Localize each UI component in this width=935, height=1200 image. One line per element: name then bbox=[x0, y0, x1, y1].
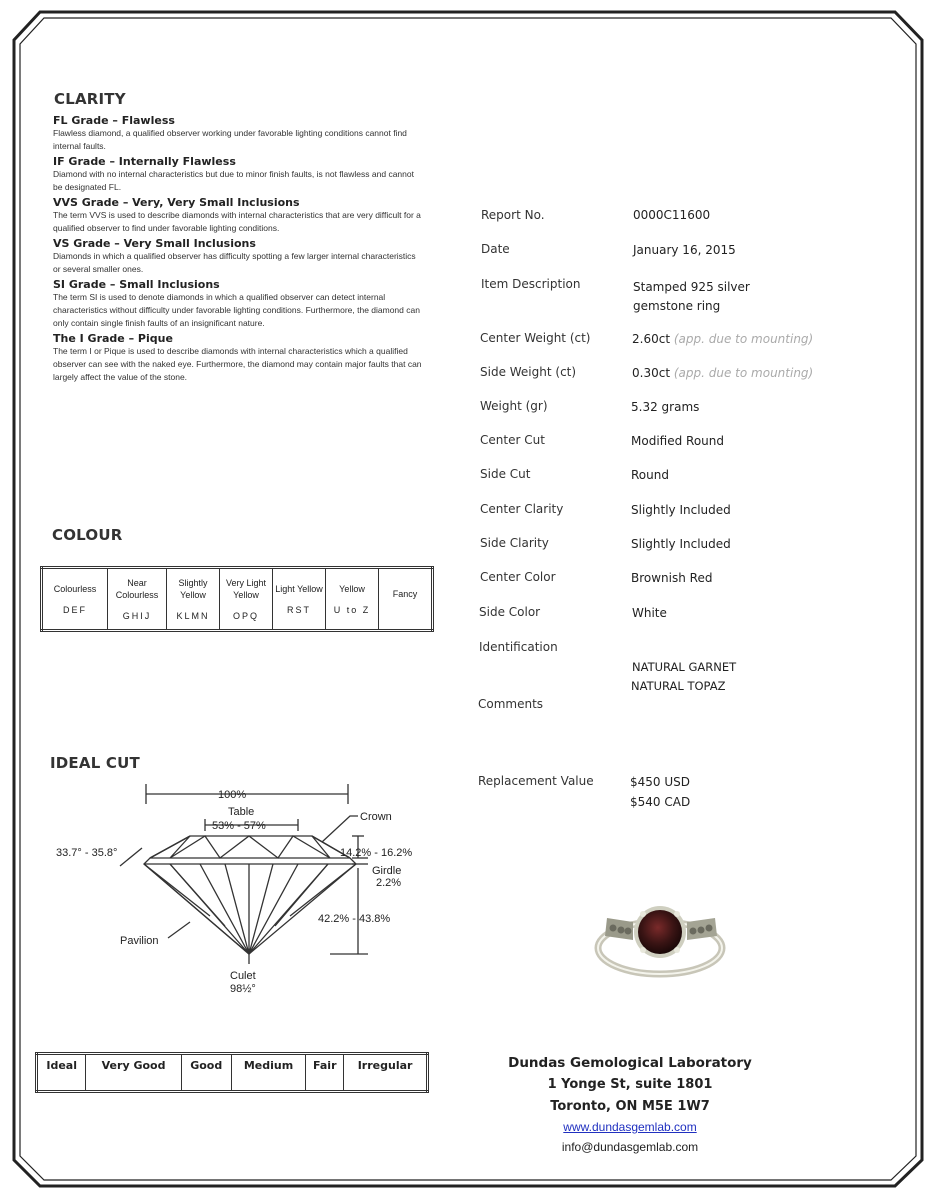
cut-grade-very-good: Very Good bbox=[86, 1054, 181, 1092]
table-label: Table bbox=[228, 806, 255, 818]
side-weight-label: Side Weight (ct) bbox=[480, 365, 577, 379]
cut-grade-good: Good bbox=[181, 1054, 231, 1092]
replacement-usd: $450 USD bbox=[630, 775, 690, 789]
report-no-label: Report No. bbox=[481, 208, 545, 222]
cut-grade-medium: Medium bbox=[231, 1054, 306, 1092]
date-value: January 16, 2015 bbox=[633, 243, 736, 257]
item-description-label: Item Description bbox=[481, 277, 581, 291]
center-cut-value: Modified Round bbox=[631, 434, 724, 448]
side-weight-note: (app. due to mounting) bbox=[673, 366, 814, 380]
replacement-value-label: Replacement Value bbox=[478, 774, 594, 788]
center-color-label: Center Color bbox=[480, 570, 556, 584]
cut-grade-irregular: Irregular bbox=[344, 1054, 428, 1092]
clarity-grade-i: The I Grade – Pique The term I or Pique is used to describe diamonds with internal characteristics which a qualified observer can see with the naked eye. Furthermore, the diamond may contain major faults that can largely affect the value of the stone. bbox=[53, 332, 422, 382]
side-clarity-label: Side Clarity bbox=[480, 536, 549, 550]
clarity-grade-si: SI Grade – Small Inclusions The term SI is used to denote diamonds in which a qualified observer can detect internal characteristics without difficulty under favorable lighting conditions. Furthermore, the diamond can only contain single finish faults of an insignificant nature. bbox=[53, 278, 420, 328]
girdle-label: Girdle bbox=[372, 865, 402, 877]
lab-name: Dundas Gemological Laboratory bbox=[508, 1055, 752, 1071]
center-weight-value: 2.60ct (app. due to mounting) bbox=[632, 332, 814, 346]
lab-website-wrapper bbox=[480, 1120, 780, 1134]
lab-address-line-2: Toronto, ON M5E 1W7 bbox=[550, 1099, 710, 1114]
pavilion-depth-label: 42.2% - 43.8% bbox=[318, 913, 391, 925]
clarity-grade-fl: FL Grade – Flawless Flawless diamond, a qualified observer working under favorable lighting conditions cannot find internal faults. bbox=[53, 114, 407, 151]
center-cut-label: Center Cut bbox=[480, 433, 545, 447]
side-cut-label: Side Cut bbox=[480, 467, 531, 481]
item-description-value: Stamped 925 silver gemstone ring bbox=[633, 280, 750, 313]
identification-label: Identification bbox=[479, 640, 558, 654]
crown-height-label: 14.2% - 16.2% bbox=[340, 847, 413, 859]
side-cut-value: Round bbox=[631, 468, 669, 482]
comments-label: Comments bbox=[478, 697, 544, 711]
table-range-label: 53% - 57% bbox=[212, 820, 266, 832]
colour-cell-colourless: Colourless DEF bbox=[42, 568, 108, 631]
clarity-heading: CLARITY bbox=[54, 90, 126, 108]
colour-cell-very-light-yellow: Very Light Yellow OPQ bbox=[220, 568, 273, 631]
replacement-cad: $540 CAD bbox=[630, 795, 691, 809]
colour-cell-fancy: Fancy bbox=[379, 568, 433, 631]
center-clarity-value: Slightly Included bbox=[631, 503, 731, 517]
culet-value-label: 98½° bbox=[230, 983, 256, 995]
crown-angle-label: 33.7° - 35.8° bbox=[56, 847, 118, 859]
lab-email[interactable]: info@dundasgemlab.com bbox=[561, 1140, 699, 1154]
colour-heading: COLOUR bbox=[52, 526, 123, 544]
colour-cell-slightly-yellow: Slightly Yellow KLMN bbox=[167, 568, 220, 631]
weight-gr-label: Weight (gr) bbox=[480, 399, 548, 413]
clarity-list bbox=[53, 114, 425, 384]
colour-scale-table bbox=[40, 566, 434, 632]
width-percent-label: 100% bbox=[218, 789, 247, 801]
colour-cell-near-colourless: Near Colourless GHIJ bbox=[108, 568, 167, 631]
center-weight-label: Center Weight (ct) bbox=[480, 331, 591, 345]
side-color-label: Side Color bbox=[479, 605, 541, 619]
weight-gr-value: 5.32 grams bbox=[631, 400, 700, 414]
ring-photo bbox=[585, 888, 735, 988]
side-color-value: White bbox=[632, 606, 667, 620]
pavilion-label: Pavilion bbox=[120, 935, 159, 947]
girdle-value-label: 2.2% bbox=[376, 877, 402, 889]
clarity-grade-vs: VS Grade – Very Small Inclusions Diamonds in which a qualified observer has difficulty spotting a few larger internal characteristics or several smaller ones. bbox=[53, 237, 416, 274]
center-clarity-label: Center Clarity bbox=[480, 502, 564, 516]
clarity-grade-vvs: VVS Grade – Very, Very Small Inclusions The term VVS is used to describe diamonds with internal characteristics that are very difficult for a qualified observer to find under favorable lighting conditions. bbox=[53, 196, 421, 233]
side-clarity-value: Slightly Included bbox=[631, 537, 731, 551]
lab-address-line-1: 1 Yonge St, suite 1801 bbox=[547, 1077, 713, 1092]
colour-cell-yellow: Yellow U to Z bbox=[326, 568, 379, 631]
side-weight-value: 0.30ct (app. due to mounting) bbox=[632, 366, 814, 380]
report-no-value: 0000C11600 bbox=[633, 208, 711, 222]
clarity-grade-if: IF Grade – Internally Flawless Diamond with no internal characteristics but due to minor finish faults, is not flawless and cannot be designated FL. bbox=[53, 155, 414, 192]
crown-label: Crown bbox=[360, 811, 392, 823]
date-label: Date bbox=[481, 242, 510, 256]
center-color-value: Brownish Red bbox=[631, 571, 713, 585]
cut-grade-table bbox=[35, 1052, 429, 1093]
identification-value-2: NATURAL TOPAZ bbox=[631, 679, 726, 693]
ideal-cut-heading: IDEAL CUT bbox=[50, 754, 140, 772]
colour-cell-light-yellow: Light Yellow RST bbox=[273, 568, 326, 631]
cut-grade-fair: Fair bbox=[306, 1054, 344, 1092]
diamond-proportions-diagram bbox=[50, 776, 440, 996]
lab-website-link[interactable]: www.dundasgemlab.com bbox=[563, 1120, 697, 1134]
cut-grade-ideal: Ideal bbox=[37, 1054, 86, 1092]
identification-value-1: NATURAL GARNET bbox=[632, 660, 737, 674]
center-weight-note: (app. due to mounting) bbox=[673, 332, 814, 346]
culet-label: Culet bbox=[230, 970, 256, 982]
